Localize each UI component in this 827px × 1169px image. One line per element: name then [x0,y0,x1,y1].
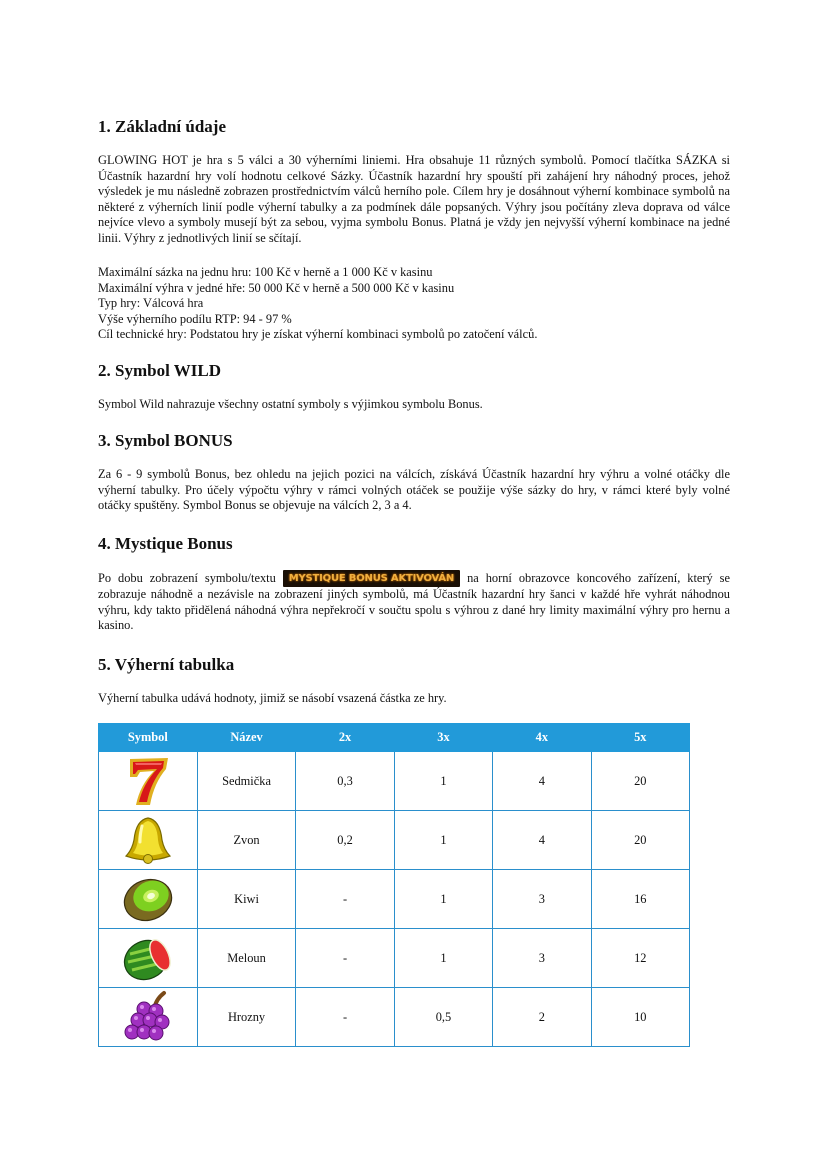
info-max-bet: Maximální sázka na jednu hru: 100 Kč v herně a 1 000 Kč v kasinu [98,265,433,279]
seven-icon [120,753,176,809]
mystique-paragraph [98,570,730,634]
col-symbol: Symbol [99,724,198,752]
info-game-type: Typ hry: Válcová hra [98,296,204,311]
row-name: Sedmička [197,752,296,811]
col-name: Název [197,724,296,752]
row-name: Kiwi [197,870,296,929]
paytable [98,723,690,1047]
table-row: Kiwi - 1 3 16 [99,870,690,929]
col-4x: 4x [493,724,591,752]
watermelon-icon [120,930,176,986]
section-heading-paytable: 5. Výherní tabulka [98,655,235,674]
game-info-list [98,265,537,343]
table-row: Hrozny - 0,5 2 10 [99,988,690,1047]
section-heading-bonus: 3. Symbol BONUS [98,431,233,450]
mystique-text-before: Po dobu zobrazení symbolu/textu [98,571,276,585]
mystique-bonus-banner: MYSTIQUE BONUS AKTIVOVÁN [283,570,460,587]
info-rtp: Výše výherního podílu RTP: 94 - 97 % [98,311,292,326]
basic-info-paragraph: GLOWING HOT je hra s 5 válci a 30 výherními liniemi. Hra obsahuje 11 různých symbolů. Pomocí tlačítka SÁZKA si Účastník hazardní hry volí hodnotu celkové Sázky. Účastník hazardní hry spouští při zahájení hry náhodný proces, jehož výsledek je mu následně zobrazen prostřednictvím válců herního pole. Cílem hry je dosáhnout výherní kombinace symbolů na některé z výherních linií podle výherní tabulky a za podmínek dále popsaných. Výhry jsou počítány zleva doprava od válce nejvíce vlevo a symboly musejí být za sebou, vyjma symbolu Bonus. Platná je vždy jen nejvyšší výherní kombinace na jedné linii. Výhry z jednotlivých linií se sčítají. [98,153,730,245]
paytable-intro: Výherní tabulka udává hodnoty, jimiž se násobí vsazená částka ze hry. [98,691,447,705]
section-heading-basic-info: 1. Základní údaje [98,117,227,136]
paytable-header-row [99,724,690,752]
col-3x: 3x [394,724,492,752]
section-heading-mystique: 4. Mystique Bonus [98,534,233,553]
grapes-icon [120,989,176,1045]
info-game-goal: Cíl technické hry: Podstatou hry je získat výherní kombinaci symbolů po zatočení válců. [98,327,538,342]
bell-icon [120,812,176,868]
row-name: Hrozny [197,988,296,1047]
section-heading-wild: 2. Symbol WILD [98,361,221,380]
bonus-paragraph: Za 6 - 9 symbolů Bonus, bez ohledu na jejich pozici na válcích, získává Účastník hazardní hry výhru a volné otáčky dle výherní tabulky. Pro účely výpočtu výhry v rámci volných otáček se použije výše sázky do hry, v rámci které byly volné otáčky spuštěny. Symbol Bonus se objevuje na válcích 2, 3 a 4. [98,467,730,513]
wild-paragraph: Symbol Wild nahrazuje všechny ostatní symboly s výjimkou symbolu Bonus. [98,397,483,411]
kiwi-icon [120,871,176,927]
table-row: Meloun - 1 3 12 [99,929,690,988]
col-2x: 2x [296,724,394,752]
info-max-win: Maximální výhra v jedné hře: 50 000 Kč v herně a 500 000 Kč v kasinu [98,280,455,295]
table-row: Sedmička 0,3 1 4 20 [99,752,690,811]
mystique-text-after: na horní obrazovce koncového zařízení, který se zobrazuje náhodně a nezávisle na zobrazení jiných symbolů, má Účastník hazardní hry šanci v každé hře vyhrát náhodnou výhru, kdy takto přidělená náhodná výhra nepřekročí v součtu spolu s výhrou z dané hry limity maximální výhry pro hernu a kasino. [98,571,730,633]
row-name: Meloun [197,929,296,988]
row-name: Zvon [197,811,296,870]
table-row: Zvon 0,2 1 4 20 [99,811,690,870]
col-5x: 5x [591,724,689,752]
